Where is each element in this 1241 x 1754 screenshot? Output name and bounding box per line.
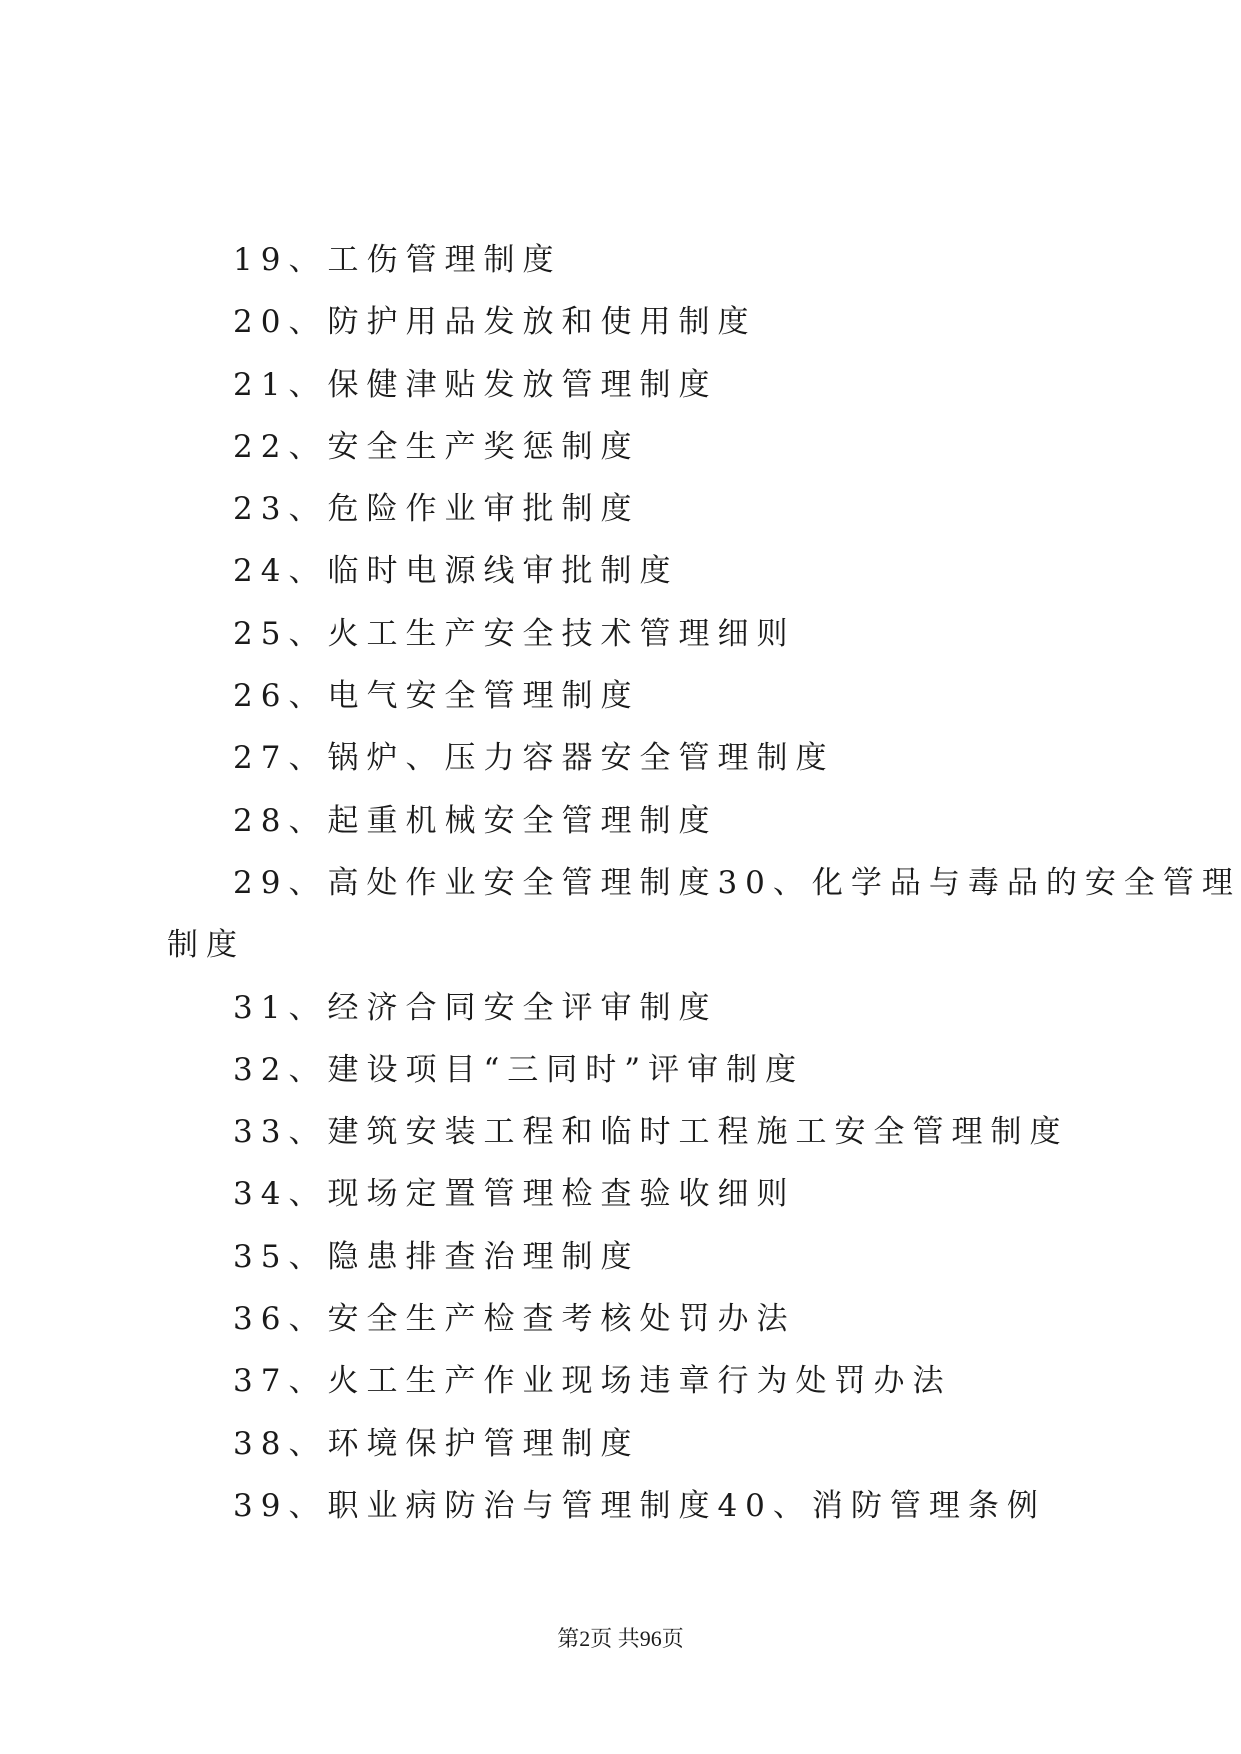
list-item: 22、安全生产奖惩制度 (233, 428, 640, 465)
list-item: 20、防护用品发放和使用制度 (233, 304, 757, 341)
list-item: 29、高处作业安全管理制度30、化学品与毒品的安全管理 (233, 864, 1241, 901)
list-item: 19、工伤管理制度 (233, 242, 562, 278)
list-item: 32、建设项目“三同时”评审制度 (233, 1051, 805, 1088)
list-item: 33、建筑安装工程和临时工程施工安全管理制度 (233, 1114, 1069, 1151)
list-item: 34、现场定置管理检查验收细则 (233, 1176, 796, 1213)
list-item: 31、经济合同安全评审制度 (233, 989, 718, 1026)
list-item: 39、职业病防治与管理制度40、消防管理条例 (233, 1487, 1046, 1524)
list-item: 21、保健津贴发放管理制度 (233, 366, 718, 403)
list-item: 38、环境保护管理制度 (233, 1425, 640, 1462)
list-item: 37、火工生产作业现场违章行为处罚办法 (233, 1363, 952, 1400)
list-item: 25、火工生产安全技术管理细则 (233, 615, 796, 652)
list-item: 36、安全生产检查考核处罚办法 (233, 1301, 796, 1338)
list-item: 27、锅炉、压力容器安全管理制度 (233, 740, 835, 777)
list-item: 24、临时电源线审批制度 (233, 553, 679, 590)
list-item: 35、隐患排查治理制度 (233, 1238, 640, 1275)
page-number-footer: 第2页 共96页 (557, 1626, 684, 1651)
list-item-continuation: 制度 (167, 927, 245, 964)
list-item: 26、电气安全管理制度 (233, 678, 640, 715)
list-item: 28、起重机械安全管理制度 (233, 802, 718, 839)
list-item: 23、危险作业审批制度 (233, 491, 640, 528)
regulation-list (167, 229, 1241, 1537)
